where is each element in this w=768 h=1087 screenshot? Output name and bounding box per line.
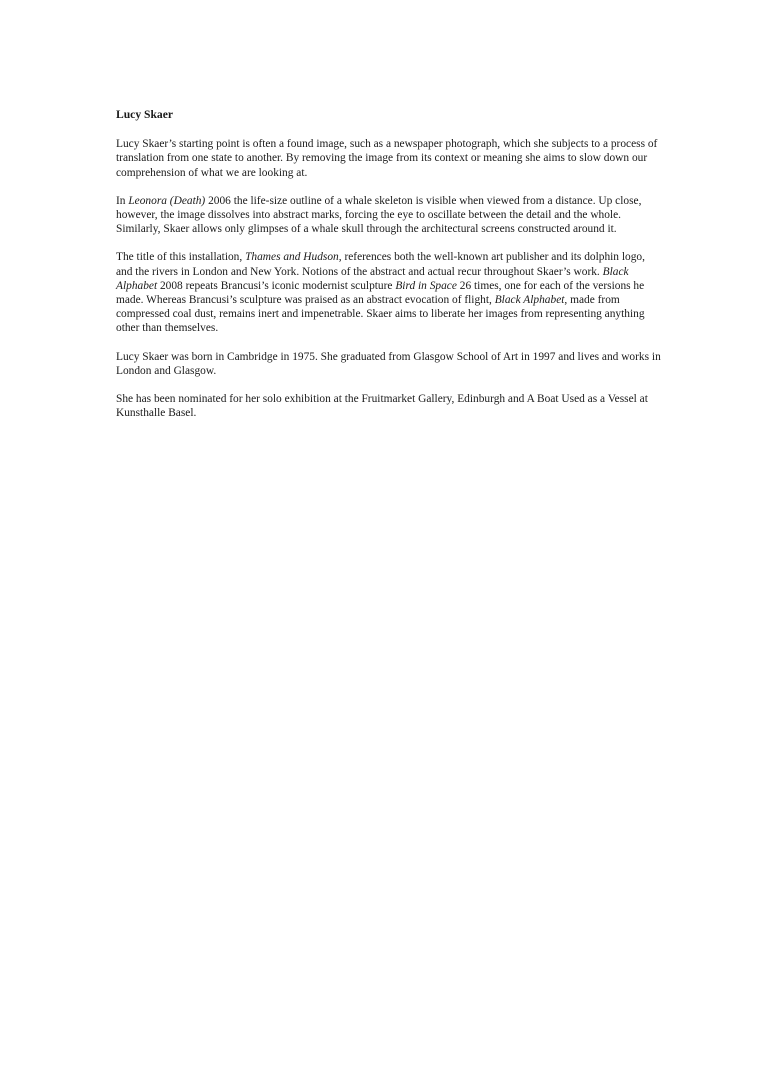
paragraph-text: 2008 repeats Brancusi’s iconic modernist sculpture [157, 279, 396, 292]
paragraph [116, 137, 661, 180]
italic-title-text: Thames and Hudson, [245, 251, 342, 264]
paragraph-text: references both the well-known art publisher and its dolphin logo, and the rivers in London and New York. Notions of the abstract and actual recur throughout Skaer’s work. [116, 251, 645, 278]
paragraph-text: 2006 the life-size outline of a whale skeleton is visible when viewed from a distance. Up close, however, the image dissolves into abstract marks, forcing the eye to oscillate between the detail and the whole. Similarly, Skaer allows only glimpses of a whale skull through the architectural screens constructed around it. [116, 194, 642, 236]
italic-title-text: Leonora (Death) [128, 194, 206, 207]
italic-title-text: Black Alphabet [494, 294, 565, 307]
paragraph [116, 194, 661, 237]
paragraph-text: The title of this installation, [116, 251, 246, 264]
paragraph-text: She has been nominated for her solo exhibition at the Fruitmarket Gallery, Edinburgh and A Boat Used as a Vessel at Kunsthalle Basel. [116, 393, 648, 420]
document-body [116, 108, 661, 434]
paragraph-list [116, 137, 661, 420]
paragraph-text: Lucy Skaer was born in Cambridge in 1975. She graduated from Glasgow School of Art in 1997 and lives and works in London and Glasgow. [116, 350, 661, 377]
paragraph-text: In [116, 194, 129, 207]
paragraph [116, 392, 661, 420]
italic-title-text: Black Alphabet [116, 265, 629, 292]
document-title: Lucy Skaer [116, 108, 174, 121]
paragraph-text: 26 times, one for each of the versions he made. Whereas Brancusi’s sculpture was praised as an abstract evocation of flight, [116, 279, 645, 307]
paragraph [116, 250, 661, 335]
paragraph-text: Lucy Skaer’s starting point is often a found image, such as a newspaper photograph, which she subjects to a process of translation from one state to another. By removing the image from its context or meaning she aims to slow down our comprehension of what we are looking at. [116, 138, 658, 179]
italic-title-text: Bird in Space [395, 279, 457, 292]
paragraph [116, 350, 661, 378]
paragraph-text: , made from compressed coal dust, remains inert and impenetrable. Skaer aims to liberate her images from representing anything other than themselves. [116, 294, 645, 335]
